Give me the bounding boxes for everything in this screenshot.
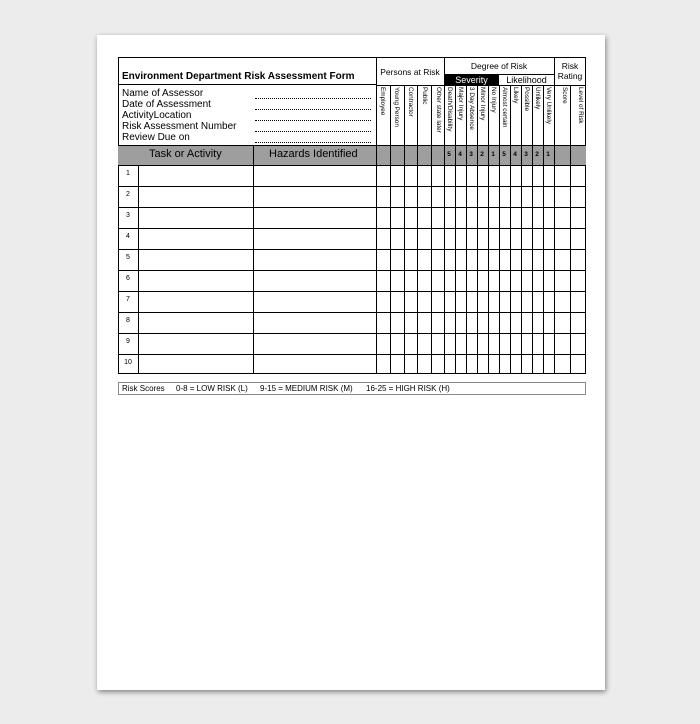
- grid-line: [444, 57, 445, 374]
- row-number: 8: [126, 317, 130, 324]
- persons-at-risk-header: Persons at Risk: [380, 67, 440, 77]
- row-number: 5: [126, 254, 130, 261]
- row-number: 10: [124, 359, 132, 366]
- column-label: Very Unlikely: [545, 87, 552, 124]
- grid-line: [118, 249, 586, 250]
- field-line[interactable]: [255, 98, 371, 99]
- field-label: Review Due on: [122, 132, 190, 143]
- form-title: Environment Department Risk Assessment Form: [122, 71, 355, 82]
- column-label: No Injury: [490, 87, 497, 113]
- grid-line: [488, 85, 489, 374]
- grid-line: [455, 85, 456, 374]
- grid-line: [532, 85, 533, 374]
- degree-of-risk-header: Degree of Risk: [470, 61, 528, 71]
- hazards-header: Hazards Identified: [269, 148, 358, 160]
- column-label: Other state later: [435, 87, 442, 133]
- likelihood-score: 2: [535, 151, 539, 158]
- risk-rating-header: Risk Rating: [557, 61, 583, 81]
- row-number: 1: [126, 170, 130, 177]
- grid-line: [118, 354, 586, 355]
- column-label: Death/Disability: [446, 87, 453, 132]
- grid-line: [118, 228, 586, 229]
- grid-line: [404, 85, 405, 374]
- grid-line: [138, 165, 139, 374]
- document-page: [97, 35, 605, 690]
- field-line[interactable]: [255, 131, 371, 132]
- grid-line: [118, 333, 586, 334]
- task-header: Task or Activity: [149, 148, 222, 160]
- severity-score: 3: [469, 151, 473, 158]
- grid-line: [118, 207, 586, 208]
- column-label: Almost certain: [501, 87, 508, 128]
- table-header-band: [118, 145, 586, 165]
- grid-line: [431, 85, 432, 374]
- grid-line: [118, 291, 586, 292]
- column-label: Young Person: [393, 87, 400, 127]
- column-label: Major Injury: [457, 87, 464, 121]
- field-line[interactable]: [255, 142, 371, 143]
- column-label: Score: [561, 87, 568, 104]
- grid-line: [118, 145, 586, 146]
- risk-scores-label: Risk Scores: [122, 384, 165, 393]
- likelihood-score: 5: [502, 151, 506, 158]
- column-label: Possible: [523, 87, 530, 112]
- grid-line: [118, 186, 586, 187]
- field-label: ActivityLocation: [122, 110, 192, 121]
- likelihood-score: 3: [524, 151, 528, 158]
- field-label: Risk Assessment Number: [122, 121, 237, 132]
- row-number: 6: [126, 275, 130, 282]
- severity-score: 1: [491, 151, 495, 158]
- grid-line: [118, 312, 586, 313]
- grid-line: [466, 85, 467, 374]
- grid-line: [543, 85, 544, 374]
- column-label: Unlikely: [534, 87, 541, 110]
- row-number: 7: [126, 296, 130, 303]
- grid-line: [118, 270, 586, 271]
- grid-line: [521, 85, 522, 374]
- medium-risk-legend: 9-15 = MEDIUM RISK (M): [260, 384, 353, 393]
- likelihood-score: 4: [513, 151, 517, 158]
- grid-line: [253, 145, 254, 374]
- likelihood-score: 1: [546, 151, 550, 158]
- grid-line: [570, 85, 571, 374]
- grid-line: [390, 85, 391, 374]
- column-label: Public: [421, 87, 428, 105]
- severity-score: 4: [458, 151, 462, 158]
- grid-line: [376, 57, 377, 374]
- column-label: Minor Injury: [479, 87, 486, 121]
- risk-scores-legend: [118, 382, 586, 395]
- severity-score: 5: [447, 151, 451, 158]
- low-risk-legend: 0-8 = LOW RISK (L): [176, 384, 248, 393]
- column-label: Likely: [512, 87, 519, 104]
- likelihood-header: Likelihood: [506, 75, 547, 85]
- row-number: 2: [126, 191, 130, 198]
- column-label: Level of Risk: [577, 87, 584, 124]
- risk-assessment-form: [118, 57, 586, 374]
- column-label: Employee: [379, 87, 386, 116]
- severity-score: 2: [480, 151, 484, 158]
- field-line[interactable]: [255, 120, 371, 121]
- column-label: 3 Day Absence: [468, 87, 475, 130]
- severity-header: Severity: [444, 75, 499, 85]
- divider: [118, 84, 376, 85]
- field-label: Name of Assessor: [122, 88, 204, 99]
- row-number: 3: [126, 212, 130, 219]
- grid-line: [477, 85, 478, 374]
- column-label: Contractor: [407, 87, 414, 117]
- grid-line: [510, 85, 511, 374]
- row-number: 9: [126, 338, 130, 345]
- field-line[interactable]: [255, 109, 371, 110]
- high-risk-legend: 16-25 = HIGH RISK (H): [366, 384, 450, 393]
- grid-line: [118, 165, 586, 166]
- grid-line: [554, 57, 555, 374]
- grid-line: [499, 85, 500, 374]
- field-label: Date of Assessment: [122, 99, 211, 110]
- row-number: 4: [126, 233, 130, 240]
- grid-line: [417, 85, 418, 374]
